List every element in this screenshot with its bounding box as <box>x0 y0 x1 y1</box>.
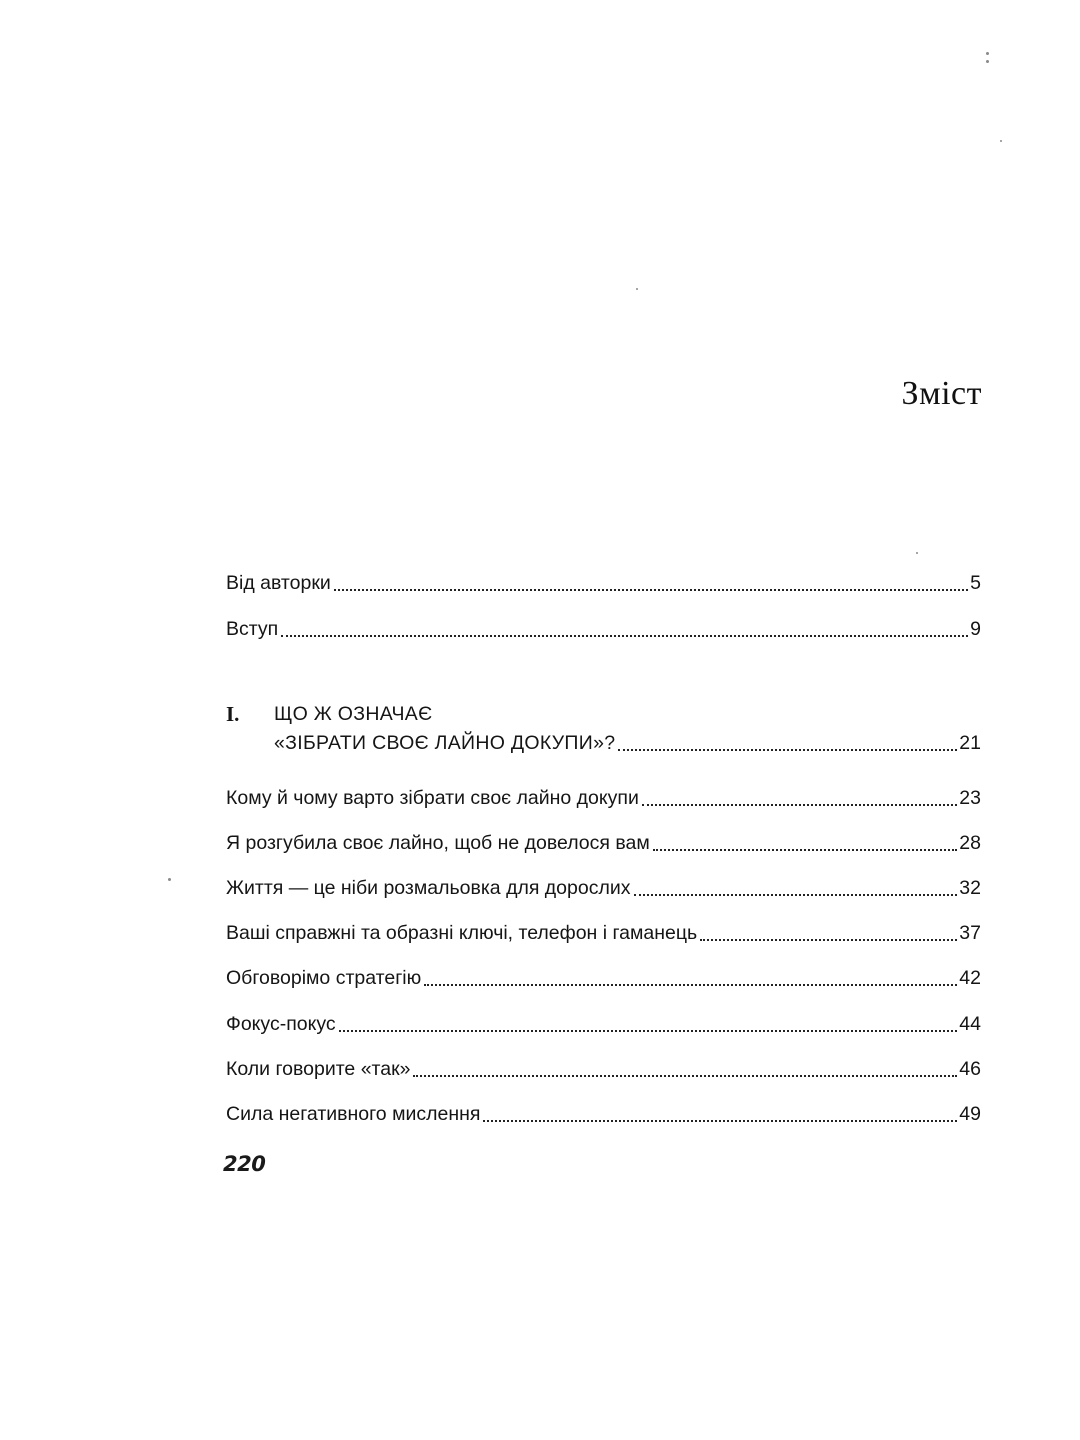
toc-heading: Зміст <box>901 375 982 412</box>
toc-entry[interactable] <box>226 828 981 858</box>
toc-entry-title: Кому й чому варто зібрати своє лайно докупи <box>226 787 639 809</box>
dot-leader <box>334 589 968 591</box>
toc-entry[interactable] <box>226 1099 981 1129</box>
page-number: 220 <box>223 1152 266 1176</box>
dot-leader <box>424 984 957 986</box>
toc-entry-title: Я розгубила своє лайно, щоб не довелося вам <box>226 832 650 854</box>
toc-entry-page: 5 <box>970 572 981 594</box>
toc-entry[interactable] <box>226 873 981 903</box>
toc-entry-page: 28 <box>959 832 981 854</box>
toc-entry-part-1[interactable] <box>274 728 981 758</box>
dot-leader <box>642 804 957 806</box>
toc-entry-from-author[interactable] <box>226 568 981 598</box>
dot-leader <box>413 1075 957 1077</box>
toc-entry-title: Від авторки <box>226 572 331 594</box>
toc-entry-title: Обговорімо стратегію <box>226 967 422 989</box>
toc-entry-title: Фокус-покус <box>226 1013 336 1035</box>
toc-entry[interactable] <box>226 783 981 813</box>
toc-entry[interactable] <box>226 1054 981 1084</box>
dot-leader <box>653 849 958 851</box>
part-number: I. <box>226 702 240 726</box>
toc-entry-introduction[interactable] <box>226 614 981 644</box>
toc-entry-title: Ваші справжні та образні ключі, телефон і гаманець <box>226 922 698 944</box>
dot-leader <box>281 635 968 637</box>
toc-entry-page: 9 <box>970 618 981 640</box>
dot-leader <box>483 1120 957 1122</box>
part-title-line1: ЩО Ж ОЗНАЧАЄ <box>274 703 433 725</box>
toc-entry-page: 21 <box>959 732 981 754</box>
toc-entry-title: Коли говорите «так» <box>226 1058 411 1080</box>
dot-leader <box>700 939 957 941</box>
toc-entry-page: 32 <box>959 877 981 899</box>
part-heading <box>226 699 432 729</box>
toc-entry[interactable] <box>226 918 981 948</box>
toc-entry[interactable] <box>226 1009 981 1039</box>
toc-entry-page: 49 <box>959 1103 981 1125</box>
toc-entry-page: 42 <box>959 967 981 989</box>
toc-entry-title: Вступ <box>226 618 279 640</box>
toc-entry[interactable] <box>226 963 981 993</box>
toc-entry-page: 44 <box>959 1013 981 1035</box>
toc-entry-page: 23 <box>959 787 981 809</box>
toc-entry-title: Життя — це ніби розмальовка для дорослих <box>226 877 631 899</box>
dot-leader <box>634 894 958 896</box>
toc-entry-page: 37 <box>959 922 981 944</box>
part-title-line2: «ЗІБРАТИ СВОЄ ЛАЙНО ДОКУПИ»? <box>274 732 616 754</box>
dot-leader <box>339 1030 958 1032</box>
dot-leader <box>618 749 957 751</box>
toc-entry-page: 46 <box>959 1058 981 1080</box>
toc-entry-title: Сила негативного мислення <box>226 1103 481 1125</box>
